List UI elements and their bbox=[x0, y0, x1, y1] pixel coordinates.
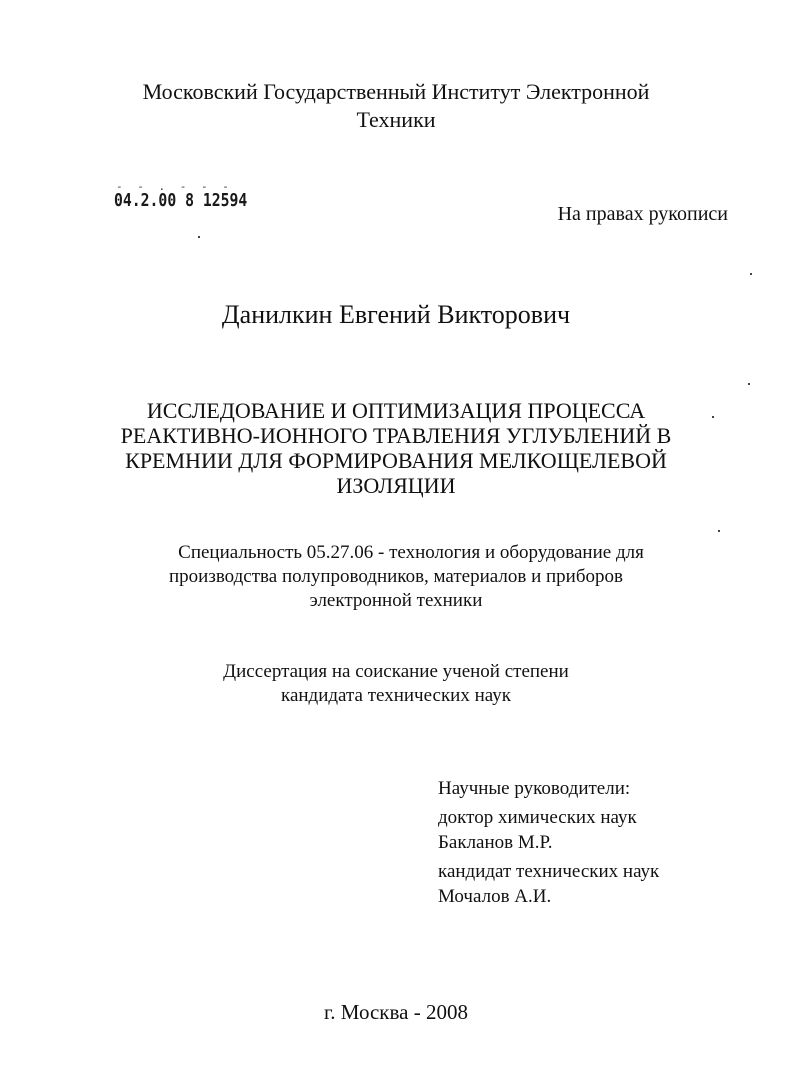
library-stamp-number: 04.2.00 8 12594 bbox=[114, 190, 248, 211]
advisor-2-degree: кандидат технических наук bbox=[438, 861, 660, 882]
speciality-line-1: Специальность 05.27.06 - технология и оборудование для bbox=[178, 542, 644, 563]
stamp-specks: - - . - - - bbox=[116, 180, 233, 193]
manuscript-note: На правах рукописи bbox=[557, 203, 728, 225]
scientific-advisors bbox=[438, 776, 659, 909]
institution-name bbox=[0, 78, 792, 134]
title-line-1: ИССЛЕДОВАНИЕ И ОПТИМИЗАЦИЯ ПРОЦЕССА bbox=[146, 398, 646, 423]
advisor-1-name: Бакланов М.Р. bbox=[438, 832, 553, 853]
scan-speck bbox=[750, 273, 752, 275]
scan-speck bbox=[712, 416, 714, 418]
dissertation-line-1: Диссертация на соискание ученой степени bbox=[223, 661, 569, 682]
city-year: г. Москва - 2008 bbox=[324, 1000, 468, 1024]
scan-speck bbox=[748, 383, 750, 385]
dissertation-title bbox=[0, 398, 792, 498]
title-line-4: ИЗОЛЯЦИИ bbox=[336, 473, 456, 498]
institution-line-2: Техники bbox=[356, 107, 436, 132]
speciality-line-2: производства полупроводников, материалов и приборов bbox=[169, 566, 623, 587]
scan-speck bbox=[198, 236, 200, 238]
speciality-block bbox=[0, 541, 792, 613]
institution-line-1: Московский Государственный Институт Электронной bbox=[142, 79, 650, 104]
scan-speck bbox=[718, 530, 720, 532]
author-name: Данилкин Евгений Викторович bbox=[221, 300, 571, 329]
dissertation-degree-block bbox=[0, 660, 792, 708]
title-line-3: КРЕМНИИ ДЛЯ ФОРМИРОВАНИЯ МЕЛКОЩЕЛЕВОЙ bbox=[125, 448, 667, 473]
dissertation-line-2: кандидата технических наук bbox=[281, 685, 511, 706]
advisor-1-degree: доктор химических наук bbox=[438, 807, 637, 828]
advisors-heading: Научные руководители: bbox=[438, 778, 631, 799]
advisor-2-name: Мочалов А.И. bbox=[438, 886, 552, 907]
speciality-line-3: электронной техники bbox=[309, 590, 483, 611]
title-line-2: РЕАКТИВНО-ИОННОГО ТРАВЛЕНИЯ УГЛУБЛЕНИЙ В bbox=[120, 423, 672, 448]
